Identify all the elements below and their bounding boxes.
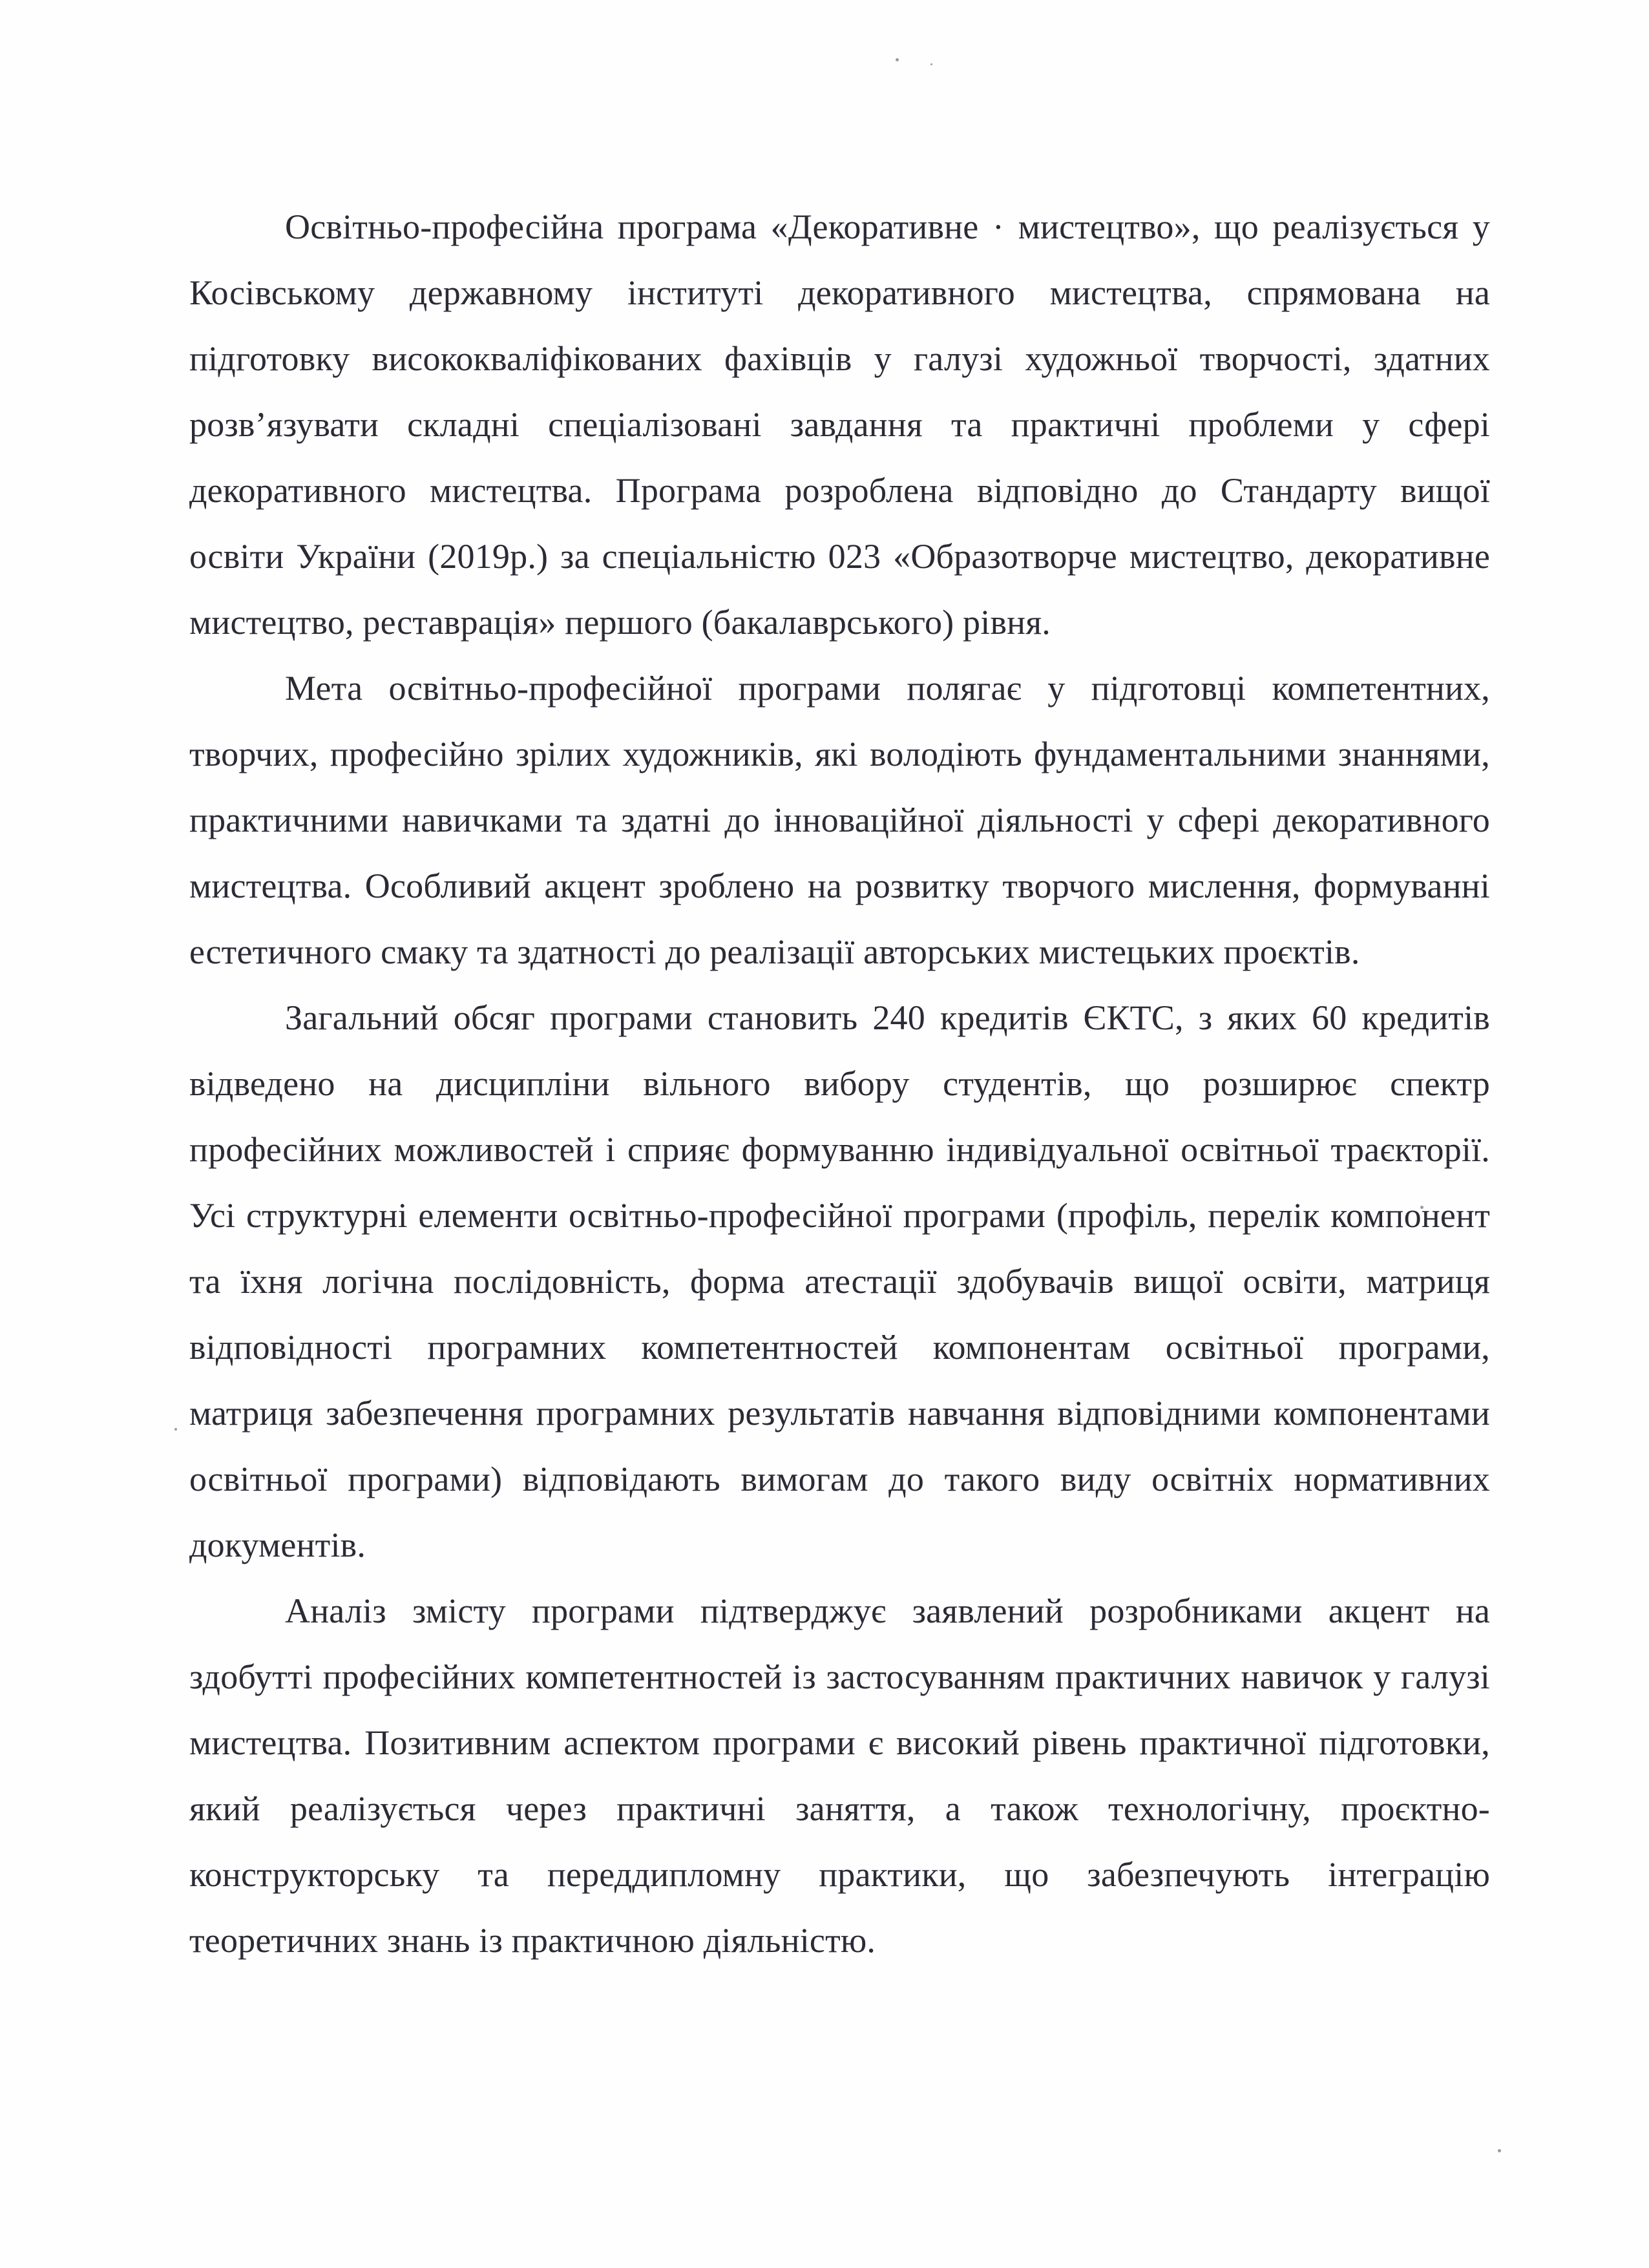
document-body bbox=[189, 194, 1490, 1973]
paragraph-program-goal: Мета освітньо-професійної програми полягає у підготовці компетентних, творчих, професійно зрілих художників, які володіють фундаментальними знаннями, практичними навичками та здатні до інноваційної діяльності у сфері декоративного мистецтва. Особливий акцент зроблено на розвитку творчого мислення, формуванні естетичного смаку та здатності до реалізації авторських мистецьких проєктів. bbox=[189, 669, 1490, 971]
paragraph-program-analysis: Аналіз змісту програми підтверджує заявлений розробниками акцент на здобутті професійних компетентностей із застосуванням практичних навичок у галузі мистецтва. Позитивним аспектом програми є високий рівень практичної підготовки, який реалізується через практичні заняття, а також технологічну, проєктно-конструкторську та переддипломну практики, що забезпечують інтеграцію теоретичних знань із практичною діяльністю. bbox=[189, 1591, 1490, 1960]
paragraph-program-overview: Освітньо-професійна програма «Декоративне · мистецтво», що реалізується у Косівському державному інституті декоративного мистецтва, спрямована на підготовку висококваліфікованих фахівців у галузі художньої творчості, здатних розв’язувати складні спеціалізовані завдання та практичні проблеми у сфері декоративного мистецтва. Програма розроблена відповідно до Стандарту вищої освіти України (2019р.) за спеціальністю 023 «Образотворче мистецтво, декоративне мистецтво, реставрація» першого (бакалаврського) рівня. bbox=[189, 207, 1490, 642]
paragraph-program-structure: Загальний обсяг програми становить 240 кредитів ЄКТС, з яких 60 кредитів відведено на дисципліни вільного вибору студентів, що розширює спектр професійних можливостей і сприяє формуванню індивідуальної освітньої траєкторії. Усі структурні елементи освітньо-професійної програми (профіль, перелік компонент та їхня логічна послідовність, форма атестації здобувачів вищої освіти, матриця відповідності програмних компетентностей компонентам освітньої програми, матриця забезпечення програмних результатів навчання відповідними компонентами освітньої програми) відповідають вимогам до такого виду освітніх нормативних документів. bbox=[189, 998, 1490, 1564]
scan-speck bbox=[1498, 2149, 1501, 2152]
scan-speck bbox=[174, 1428, 177, 1431]
scan-speck bbox=[896, 58, 899, 61]
scan-speck bbox=[930, 63, 932, 65]
